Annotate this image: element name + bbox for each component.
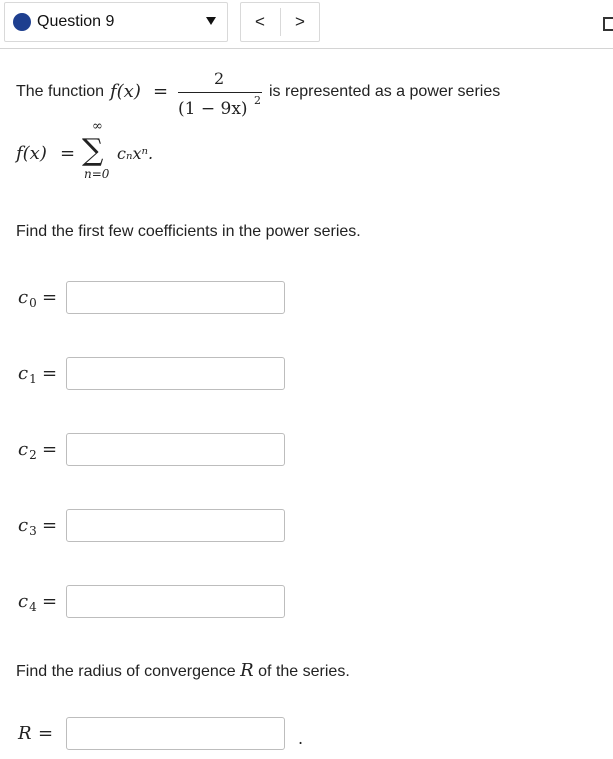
series-lhs: f(x) [16,143,47,164]
question-status-dot [13,13,31,31]
problem-suffix: is represented as a power series [269,83,501,100]
equals-sign: = [38,723,54,744]
function-name: f(x) [110,81,141,102]
coefficients-prompt: Find the first few coefficients in the power series. [16,223,361,240]
sigma-icon: ∑ [82,133,104,168]
equals-sign: = [42,439,58,460]
fraction-numerator: 2 [214,69,225,88]
fraction-bar [178,92,262,93]
coefficient-c4-input[interactable] [66,585,285,618]
coefficient-label-c4: $c_4$ [18,591,37,614]
sum-upper-limit: ∞ [92,119,103,134]
coefficient-c2-input[interactable] [66,433,285,466]
coefficient-label-c2: $c_2$ [18,439,37,462]
radius-label: R [18,723,32,744]
trailing-period: . [298,729,304,748]
question-label: Question 9 [37,13,115,30]
radius-prompt: Find the radius of convergence R of the series. [16,660,350,681]
radius-input[interactable] [66,717,285,750]
dropdown-caret-icon[interactable] [206,17,216,25]
sum-lower-limit: n=0 [84,167,110,181]
expand-icon[interactable] [603,17,613,31]
summand: cₙxⁿ. [117,144,154,163]
equals-sign: = [42,287,58,308]
coefficient-label-c0: $c_0$ [18,287,37,310]
problem-intro: The function [16,83,105,100]
equals-sign: = [42,515,58,536]
coefficient-label-c3: $c_3$ [18,515,37,538]
denominator-exponent: 2 [254,94,261,107]
coefficient-c1-input[interactable] [66,357,285,390]
prev-question-button[interactable]: < [255,12,265,31]
fraction-denominator: (1 − 9x) [178,99,248,119]
radius-symbol: R [240,660,254,681]
header-divider [0,48,613,49]
coefficient-label-c1: $c_1$ [18,363,37,386]
series-equals: = [60,143,76,164]
next-question-button[interactable]: > [295,12,305,31]
equals-sign: = [42,363,58,384]
equals-sign: = [42,591,58,612]
coefficient-c0-input[interactable] [66,281,285,314]
coefficient-c3-input[interactable] [66,509,285,542]
equals-sign: = [153,81,169,102]
